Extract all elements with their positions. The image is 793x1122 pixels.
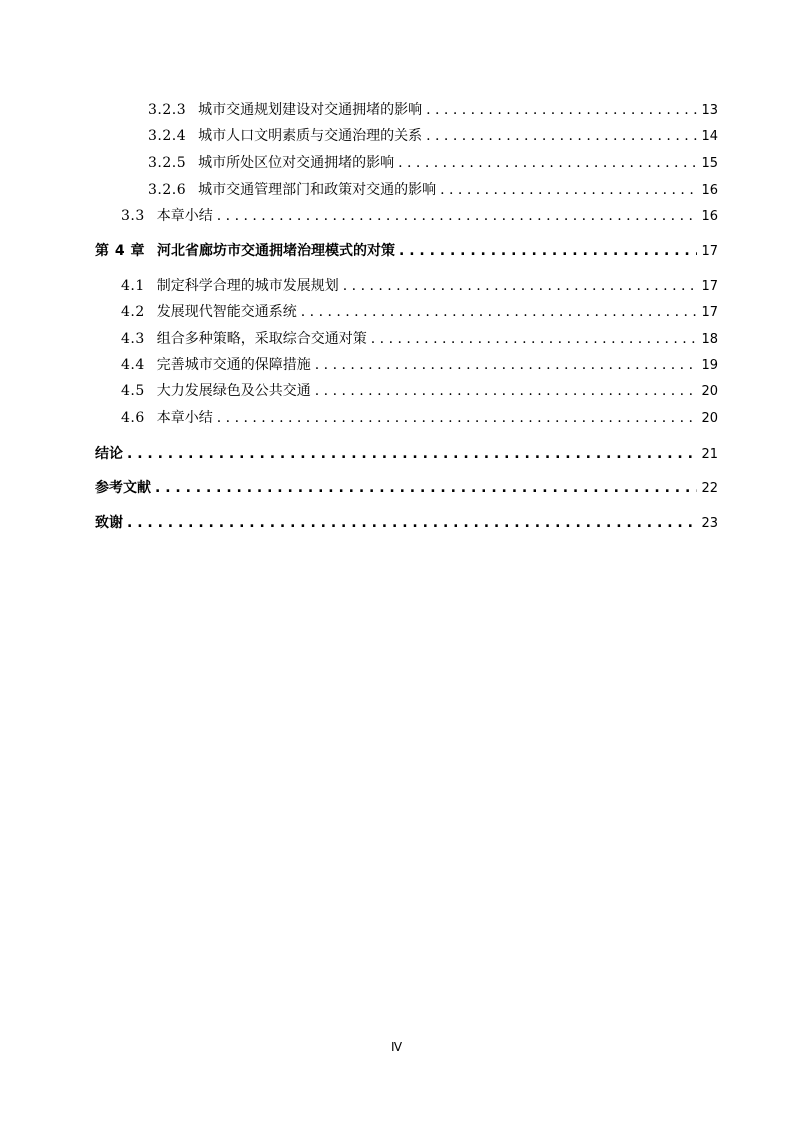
toc-page: 20 (701, 384, 718, 399)
toc-chapter-entry[interactable] (95, 444, 718, 464)
toc-chapter-title: 致谢 (95, 515, 123, 531)
toc-page: 19 (701, 358, 718, 373)
toc-number: 4.4 (121, 357, 145, 373)
toc-chapter-entry[interactable] (95, 513, 718, 533)
toc-page: 13 (701, 103, 718, 118)
toc-title: 城市交通管理部门和政策对交通的影响 (198, 182, 437, 198)
toc-leader-dots (399, 241, 697, 261)
toc-page: 18 (701, 332, 718, 347)
toc-leader-dots (127, 444, 697, 464)
toc-number: 4.2 (121, 304, 145, 320)
toc-leader-dots (440, 180, 697, 200)
toc-page: 22 (701, 481, 718, 496)
toc-number: 4.1 (121, 278, 145, 294)
toc-leader-dots (398, 153, 697, 173)
toc-number: 3.3 (121, 208, 145, 224)
toc-entry[interactable] (121, 206, 718, 226)
toc-leader-dots (155, 478, 697, 498)
toc-chapter-title: 河北省廊坊市交通拥堵治理模式的对策 (157, 243, 395, 259)
toc-page: 16 (701, 183, 718, 198)
toc-entry[interactable] (121, 381, 718, 401)
toc-title: 本章小结 (156, 208, 213, 224)
toc-entry[interactable] (148, 100, 718, 120)
toc-entry[interactable] (121, 302, 718, 322)
toc-leader-dots (217, 408, 698, 428)
toc-leader-dots (127, 513, 697, 533)
toc-entry[interactable] (148, 153, 718, 173)
toc-chapter-entry[interactable] (95, 241, 718, 261)
toc-page: 14 (701, 129, 718, 144)
toc-number: 3.2.6 (148, 182, 187, 198)
toc-number: 3.2.5 (148, 155, 187, 171)
toc-page: 17 (701, 279, 718, 294)
toc-title: 大力发展绿色及公共交通 (156, 383, 311, 399)
toc-number: 4.5 (121, 383, 145, 399)
toc-chapter-entry[interactable] (95, 478, 718, 498)
toc-page: 17 (701, 244, 718, 259)
toc-number: 3.2.3 (148, 102, 187, 118)
toc-number: 4.3 (121, 331, 145, 347)
toc-leader-dots (426, 100, 697, 120)
toc-page: 16 (701, 209, 718, 224)
toc-number: 4.6 (121, 410, 145, 426)
toc-chapter-title: 结论 (95, 446, 123, 462)
toc-entry[interactable] (121, 276, 718, 296)
toc-leader-dots (315, 355, 698, 375)
toc-leader-dots (301, 302, 698, 322)
toc-title: 组合多种策略，采取综合交通对策 (156, 331, 367, 347)
toc-leader-dots (315, 381, 698, 401)
toc-leader-dots (371, 329, 698, 349)
toc-leader-dots (426, 126, 697, 146)
toc-number: 3.2.4 (148, 128, 187, 144)
toc-title: 城市交通规划建设对交通拥堵的影响 (198, 102, 423, 118)
toc-chapter-title: 参考文献 (95, 480, 151, 496)
toc-entry[interactable] (121, 355, 718, 375)
toc-title: 本章小结 (156, 410, 213, 426)
toc-leader-dots (343, 276, 698, 296)
toc-title: 发展现代智能交通系统 (156, 304, 297, 320)
toc-chapter-number: 第 4 章 (95, 243, 145, 259)
toc-page: 21 (701, 447, 718, 462)
toc-title: 城市人口文明素质与交通治理的关系 (198, 128, 423, 144)
toc-leader-dots (217, 206, 698, 226)
toc-title: 城市所处区位对交通拥堵的影响 (198, 155, 395, 171)
toc-page: 17 (701, 305, 718, 320)
toc-page: 15 (701, 156, 718, 171)
toc-title: 完善城市交通的保障措施 (156, 357, 311, 373)
toc-page: 20 (701, 411, 718, 426)
toc-entry[interactable] (148, 126, 718, 146)
toc-title: 制定科学合理的城市发展规划 (156, 278, 339, 294)
page-footer-number: Ⅳ (390, 1040, 403, 1054)
toc-entry[interactable] (148, 180, 718, 200)
toc-entry[interactable] (121, 329, 718, 349)
toc-page: 23 (701, 516, 718, 531)
toc-entry[interactable] (121, 408, 718, 428)
